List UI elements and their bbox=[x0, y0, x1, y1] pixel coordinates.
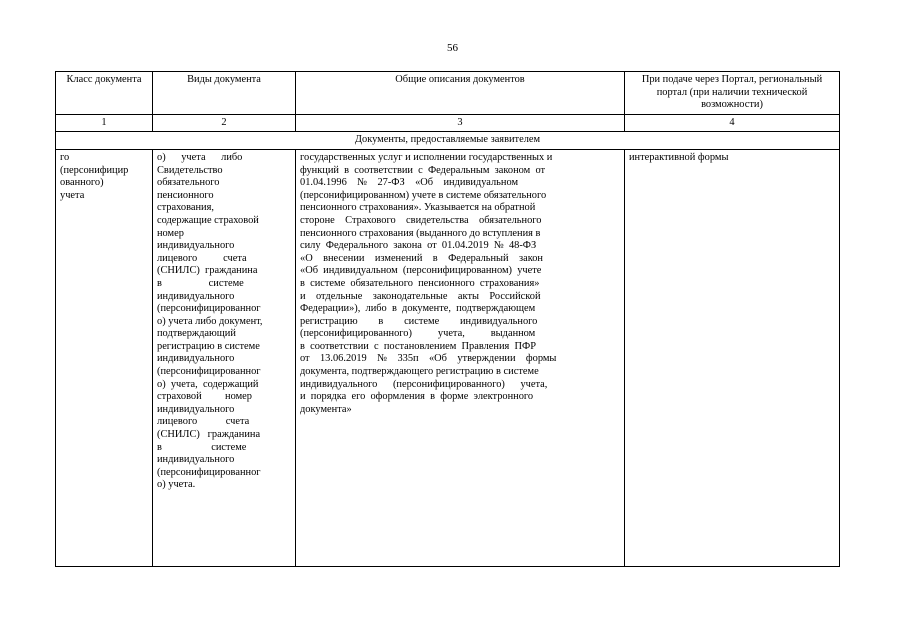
text-line: и порядка его оформления в форме электронного bbox=[300, 391, 534, 403]
text-line: (персонифицированног bbox=[157, 366, 261, 378]
text-line: подтверждающий bbox=[157, 328, 236, 340]
text-line: регистрацию в системе bbox=[157, 340, 260, 352]
text-line: 01.04.1996 № 27-ФЗ «Об индивидуальном bbox=[300, 177, 519, 189]
text-line: государственных услуг и исполнении государственных и bbox=[300, 151, 553, 163]
header-general-descriptions: Общие описания документов bbox=[296, 72, 625, 115]
text-line: индивидуального bbox=[157, 240, 235, 252]
text-line: (персонифицированног bbox=[157, 303, 261, 315]
text-line: «О внесении изменений в Федеральный закон bbox=[300, 252, 543, 264]
text-line: учета bbox=[60, 189, 85, 201]
text-line: силу Федерального закона от 01.04.2019 № 48-ФЗ bbox=[300, 240, 537, 252]
column-number: 4 bbox=[625, 114, 840, 132]
text-line: в системе bbox=[157, 277, 244, 289]
text-line: Свидетельство bbox=[157, 164, 223, 176]
header-document-class: Класс документа bbox=[56, 72, 153, 115]
text-line: о) учета. bbox=[157, 479, 196, 491]
table-row bbox=[56, 149, 840, 566]
cell-portal-submission bbox=[625, 149, 840, 566]
text-line: о) учета, содержащий bbox=[157, 378, 259, 390]
text-line: документа» bbox=[300, 403, 352, 415]
text-line: пенсионного страхования». Указывается на обратной bbox=[300, 202, 536, 214]
text-line: страхования, bbox=[157, 202, 214, 214]
text-line: индивидуального bbox=[157, 454, 235, 466]
column-number-row bbox=[56, 114, 840, 132]
section-row bbox=[56, 132, 840, 150]
header-document-types: Виды документа bbox=[153, 72, 296, 115]
header-portal-submission: При подаче через Портал, региональный портал (при наличии технической возможности) bbox=[625, 72, 840, 115]
cell-general-description bbox=[296, 149, 625, 566]
text-line: функций в соответствии с Федеральным законом от bbox=[300, 164, 546, 176]
text-line: в системе bbox=[157, 441, 247, 453]
text-line: индивидуального bbox=[157, 290, 235, 302]
text-line: (персонифицир bbox=[60, 164, 129, 176]
text-line: (СНИЛС) гражданина bbox=[157, 265, 258, 277]
column-number: 1 bbox=[56, 114, 153, 132]
text-line: номер bbox=[157, 227, 184, 239]
text-line: пенсионного bbox=[157, 189, 214, 201]
text-line: индивидуального bbox=[157, 403, 235, 415]
text-line: о) учета либо bbox=[157, 151, 243, 163]
text-line: «Об индивидуальном (персонифицированном) учете bbox=[300, 265, 542, 277]
text-line: ованного) bbox=[60, 177, 104, 189]
text-line: лицевого счета bbox=[157, 416, 250, 428]
column-number: 2 bbox=[153, 114, 296, 132]
text-line: (персонифицированного) учета, выданном bbox=[300, 328, 536, 340]
text-line: (СНИЛС) гражданина bbox=[157, 429, 261, 441]
text-line: документа, подтверждающего регистрацию в системе bbox=[300, 366, 539, 378]
page-number: 56 bbox=[447, 42, 458, 54]
text-line: индивидуального bbox=[157, 353, 235, 365]
cell-document-class bbox=[56, 149, 153, 566]
text-line: индивидуального (персонифицированного) учета, bbox=[300, 378, 548, 390]
text-line: в системе обязательного пенсионного страхования» bbox=[300, 277, 540, 289]
column-number: 3 bbox=[296, 114, 625, 132]
cell-document-types bbox=[153, 149, 296, 566]
text-line: Федерации»), либо в документе, подтверждающем bbox=[300, 303, 536, 315]
documents-table bbox=[55, 71, 840, 567]
text-line: содержащие страховой bbox=[157, 214, 259, 226]
section-title: Документы, предоставляемые заявителем bbox=[56, 132, 840, 150]
text-line: о) учета либо документ, bbox=[157, 315, 263, 327]
text-line: интерактивной формы bbox=[629, 151, 729, 163]
text-line: обязательного bbox=[157, 177, 220, 189]
text-line: и отдельные законодательные акты Российской bbox=[300, 290, 541, 302]
table-header-row bbox=[56, 72, 840, 115]
text-line: лицевого счета bbox=[157, 252, 247, 264]
text-line: страховой номер bbox=[157, 391, 252, 403]
text-line: го bbox=[60, 151, 70, 163]
text-line: (персонифицированном) учете в системе обязательного bbox=[300, 189, 547, 201]
text-line: пенсионного страхования (выданного до вступления в bbox=[300, 227, 541, 239]
text-line: (персонифицированног bbox=[157, 466, 261, 478]
text-line: регистрацию в системе индивидуального bbox=[300, 315, 538, 327]
text-line: от 13.06.2019 № 335п «Об утверждении формы bbox=[300, 353, 557, 365]
text-line: в соответствии с постановлением Правления ПФР bbox=[300, 340, 537, 352]
text-line: стороне Страхового свидетельства обязательного bbox=[300, 214, 542, 226]
